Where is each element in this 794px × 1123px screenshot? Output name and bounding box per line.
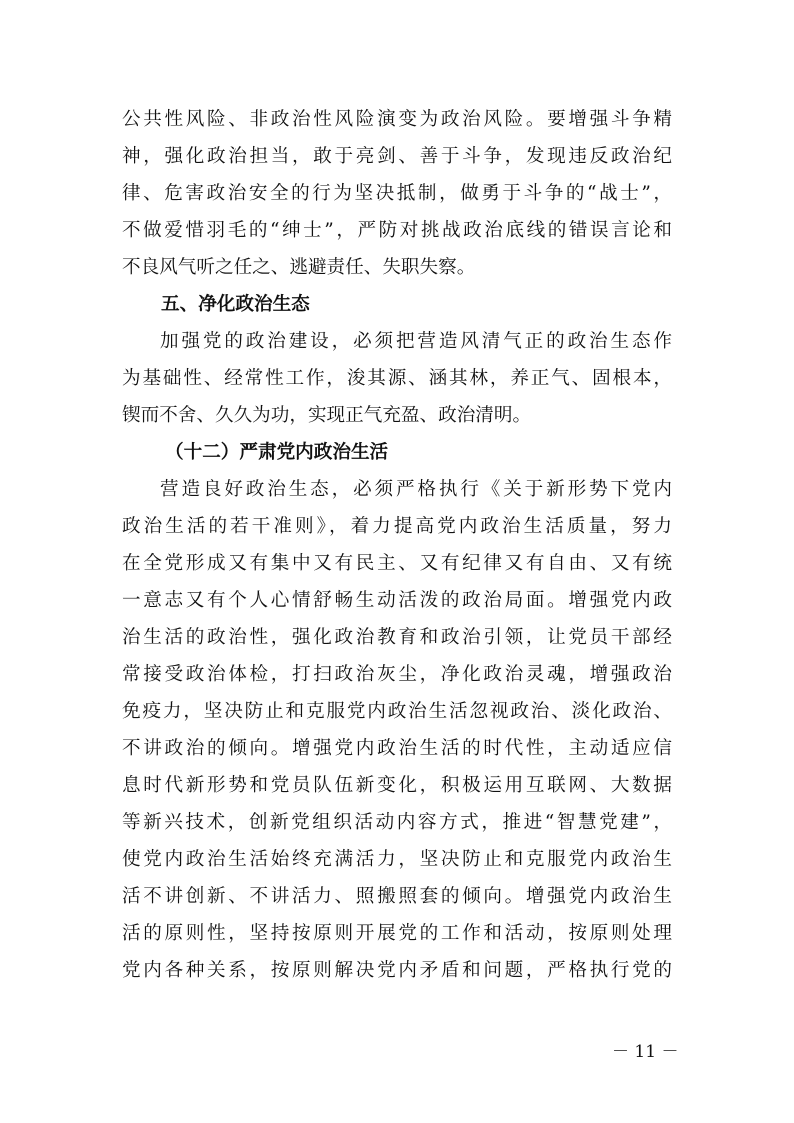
paragraph-line: 等新兴技术，创新党组织活动内容方式，推进“智慧党建”， xyxy=(122,812,672,833)
subsection-heading: （十二）严肃党内政治生活 xyxy=(165,442,389,463)
paragraph-line: 活的原则性，坚持按原则开展党的工作和活动，按原则处理 xyxy=(122,923,672,944)
paragraph-line: 锲而不舍、久久为功，实现正气充盈、政治清明。 xyxy=(122,405,532,426)
paragraph-line: 为基础性、经常性工作，浚其源、涵其林，养正气、固根本， xyxy=(122,368,672,389)
paragraph-line: 营造良好政治生态，必须严格执行《关于新形势下党内 xyxy=(160,479,672,500)
paragraph-line: 治生活的政治性，强化政治教育和政治引领，让党员干部经 xyxy=(122,627,672,648)
paragraph-line: 党内各种关系，按原则解决党内矛盾和问题，严格执行党的 xyxy=(122,960,672,981)
paragraph-line: 息时代新形势和党员队伍新变化，积极运用互联网、大数据 xyxy=(122,775,672,796)
paragraph-line: 一意志又有个人心情舒畅生动活泼的政治局面。增强党内政 xyxy=(122,590,672,611)
paragraph-line: 不讲政治的倾向。增强党内政治生活的时代性，主动适应信 xyxy=(122,738,672,759)
paragraph-line: 使党内政治生活始终充满活力，坚决防止和克服党内政治生 xyxy=(122,849,672,870)
paragraph-line: 在全党形成又有集中又有民主、又有纪律又有自由、又有统 xyxy=(122,553,672,574)
page-number: － 11 － xyxy=(612,1042,679,1062)
paragraph-line: 律、危害政治安全的行为坚决抵制，做勇于斗争的“战士”， xyxy=(122,183,672,204)
paragraph-line: 加强党的政治建设，必须把营造风清气正的政治生态作 xyxy=(160,331,672,352)
paragraph-line: 政治生活的若干准则》，着力提高党内政治生活质量，努力 xyxy=(122,516,672,537)
paragraph-line: 公共性风险、非政治性风险演变为政治风险。要增强斗争精 xyxy=(122,109,672,130)
paragraph-line: 常接受政治体检，打扫政治灰尘，净化政治灵魂，增强政治 xyxy=(122,664,672,685)
paragraph-line: 不良风气听之任之、逃避责任、失职失察。 xyxy=(122,257,476,278)
paragraph-line: 神，强化政治担当，敢于亮剑、善于斗争，发现违反政治纪 xyxy=(122,146,672,167)
paragraph-line: 不做爱惜羽毛的“绅士”，严防对挑战政治底线的错误言论和 xyxy=(122,220,672,241)
paragraph-line: 免疫力，坚决防止和克服党内政治生活忽视政治、淡化政治、 xyxy=(122,701,672,722)
paragraph-line: 活不讲创新、不讲活力、照搬照套的倾向。增强党内政治生 xyxy=(122,886,672,907)
section-heading: 五、净化政治生态 xyxy=(161,294,310,315)
